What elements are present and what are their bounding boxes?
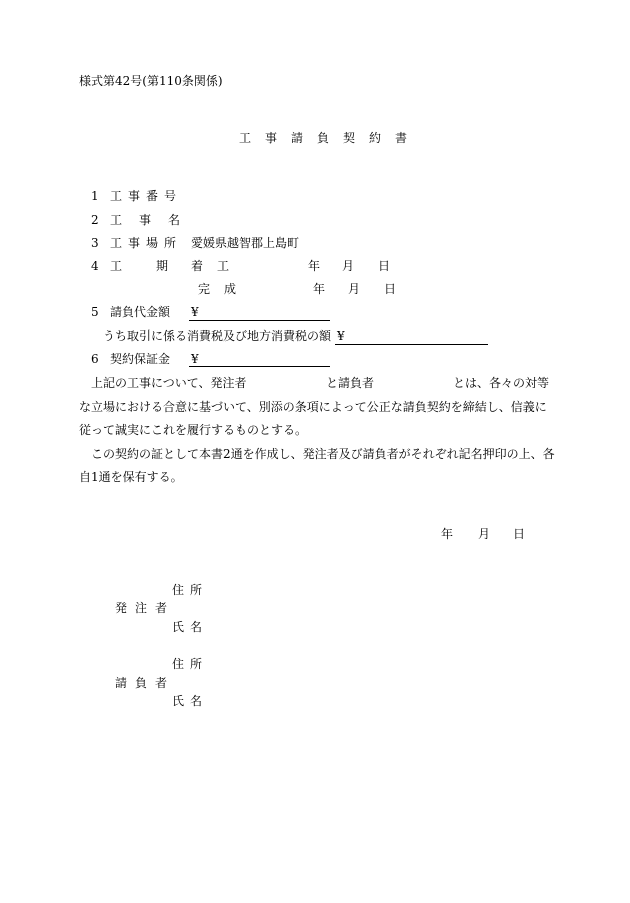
date-day: 日 bbox=[513, 527, 526, 541]
body-p1-line1-b: と請負者 bbox=[326, 376, 375, 390]
guarantee-yen: ¥ bbox=[191, 352, 199, 366]
item-2-number: 2 bbox=[91, 213, 99, 227]
body-p1-line1-a: 上記の工事について、発注者 bbox=[91, 376, 247, 390]
body-p1-line2: な立場における合意に基づいて、別添の条項によって公正な請負契約を締結し、信義に bbox=[79, 400, 547, 414]
orderer-name-label: 氏名 bbox=[172, 620, 209, 634]
item-1-label: 工事番号 bbox=[110, 189, 183, 203]
item-4-label-b: 期 bbox=[156, 259, 169, 273]
end-year: 年 bbox=[313, 282, 326, 296]
date-month: 月 bbox=[478, 527, 491, 541]
form-number: 様式第42号(第110条関係) bbox=[79, 74, 223, 88]
tax-amount-field[interactable] bbox=[335, 344, 488, 345]
contract-amount-yen: ¥ bbox=[191, 305, 199, 319]
item-5-label: 請負代金額 bbox=[110, 305, 171, 319]
end-month: 月 bbox=[348, 282, 361, 296]
item-1-number: 1 bbox=[91, 189, 99, 203]
construction-location: 愛媛県越智郡上島町 bbox=[191, 236, 300, 250]
item-4-number: 4 bbox=[91, 259, 99, 273]
start-day: 日 bbox=[378, 259, 391, 273]
date-year: 年 bbox=[441, 527, 454, 541]
item-6-label: 契約保証金 bbox=[110, 352, 171, 366]
tax-label: うち取引に係る消費税及び地方消費税の額 bbox=[103, 329, 332, 343]
orderer-address-label: 住所 bbox=[172, 583, 209, 597]
body-p2-line1: この契約の証として本書2通を作成し、発注者及び請負者がそれぞれ記名押印の上、各 bbox=[91, 447, 555, 461]
tax-amount-yen: ¥ bbox=[337, 329, 345, 343]
contract-amount-field[interactable] bbox=[189, 320, 330, 321]
contractor-name-label: 氏名 bbox=[172, 694, 209, 708]
body-p1-line1-c: とは、各々の対等 bbox=[453, 376, 550, 390]
end-label: 完成 bbox=[198, 282, 251, 296]
item-4-label-a: 工 bbox=[110, 259, 123, 273]
item-3-label: 工事場所 bbox=[110, 236, 183, 250]
start-month: 月 bbox=[342, 259, 355, 273]
page-title: 工事請負契約書 bbox=[239, 131, 422, 145]
orderer-role: 発注者 bbox=[115, 601, 176, 615]
contractor-address-label: 住所 bbox=[172, 657, 209, 671]
item-6-number: 6 bbox=[91, 352, 99, 366]
start-year: 年 bbox=[308, 259, 321, 273]
contractor-role: 請負者 bbox=[115, 676, 176, 690]
body-p1-line3: 従って誠実にこれを履行するものとする。 bbox=[79, 423, 308, 437]
guarantee-field[interactable] bbox=[189, 366, 330, 367]
item-3-number: 3 bbox=[91, 236, 99, 250]
end-day: 日 bbox=[384, 282, 397, 296]
start-label: 着工 bbox=[191, 259, 244, 273]
item-5-number: 5 bbox=[91, 305, 99, 319]
item-2-label: 工事名 bbox=[110, 213, 198, 227]
body-p2-line2: 自1通を保有する。 bbox=[79, 470, 183, 484]
